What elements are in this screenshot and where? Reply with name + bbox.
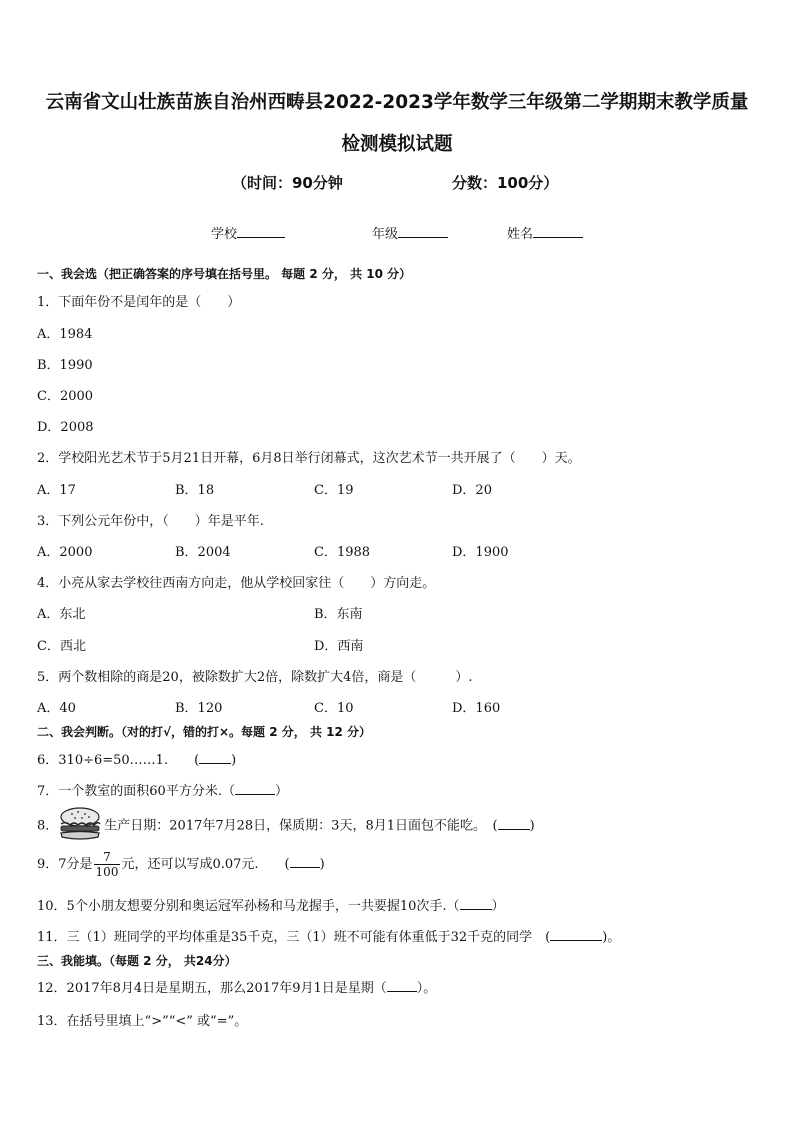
question-4: 4．小亮从家去学校往西南方向走，他从学校回家往（ ）方向走。 — [37, 576, 436, 591]
q8-answer-blank[interactable] — [498, 818, 530, 830]
q10-tail: ） — [491, 899, 505, 914]
q4-option-b[interactable]: B．东南 — [314, 607, 363, 622]
q9-tail: ) — [319, 857, 325, 872]
exam-score: 分数：100分） — [452, 174, 559, 192]
q2-option-a[interactable]: A．17 — [37, 483, 76, 498]
q10-answer-blank[interactable] — [460, 898, 492, 910]
q7-tail: ） — [274, 784, 288, 799]
q5-option-a[interactable]: A．40 — [37, 701, 76, 716]
question-13: 13．在括号里填上“>”“<” 或“=”。 — [37, 1014, 248, 1029]
question-8 — [37, 806, 535, 846]
question-2: 2．学校阳光艺术节于5月21日开幕，6月8日举行闭幕式，这次艺术节一共开展了（ ）天。 — [37, 451, 581, 466]
q1-option-c[interactable]: C．2000 — [37, 389, 94, 404]
q7-answer-blank[interactable] — [235, 783, 275, 795]
school-blank[interactable] — [237, 225, 285, 238]
question-10 — [37, 895, 505, 914]
q9-fraction-numerator: 7 — [94, 850, 121, 865]
q9-fraction-denominator: 100 — [95, 865, 119, 879]
q2-option-d[interactable]: D．20 — [452, 483, 492, 498]
q10-text: 10．5个小朋友想要分别和奥运冠军孙杨和马龙握手，一共要握10次手.（ — [37, 899, 460, 914]
section-1-heading: 一、我会选（把正确答案的序号填在括号里。 每题 2 分， 共 10 分） — [37, 267, 412, 281]
question-3: 3．下列公元年份中，（ ）年是平年. — [37, 514, 264, 529]
question-11 — [37, 926, 620, 945]
q1-option-b[interactable]: B．1990 — [37, 358, 93, 373]
q5-option-d[interactable]: D．160 — [452, 701, 501, 716]
q12-answer-blank[interactable] — [387, 980, 417, 992]
q11-tail: )。 — [602, 930, 621, 945]
q9-pre: 9．7分是 — [37, 857, 93, 872]
q4-option-d[interactable]: D．西南 — [314, 639, 364, 654]
q8-text: 生产日期：2017年7月28日，保质期：3天，8月1日面包不能吃。 ( — [104, 818, 498, 834]
grade-blank[interactable] — [398, 225, 448, 238]
question-12 — [37, 977, 436, 996]
grade-field[interactable] — [372, 223, 448, 242]
q2-option-b[interactable]: B．18 — [175, 483, 215, 498]
q3-option-a[interactable]: A．2000 — [37, 545, 93, 560]
title-line-1: 云南省文山壮族苗族自治州西畴县2022-2023学年数学三年级第二学期期末教学质量 — [45, 92, 749, 113]
q6-text: 6．310÷6=50……1. ( — [37, 753, 200, 768]
q9-post: 元，还可以写成0.07元. ( — [121, 857, 290, 872]
q9-fraction — [94, 850, 121, 879]
grade-label: 年级 — [372, 227, 399, 242]
q1-option-d[interactable]: D．2008 — [37, 420, 94, 435]
section-3-heading: 三、我能填。（每题 2 分， 共24分） — [37, 954, 237, 968]
q6-tail: ) — [231, 753, 237, 768]
q6-answer-blank[interactable] — [199, 752, 231, 764]
q2-option-c[interactable]: C．19 — [314, 483, 354, 498]
question-7 — [37, 780, 288, 799]
exam-time: （时间：90分钟 — [232, 174, 343, 192]
q11-text: 11．三（1）班同学的平均体重是35千克，三（1）班不可能有体重低于32千克的同学 ( — [37, 930, 551, 945]
q3-option-d[interactable]: D．1900 — [452, 545, 509, 560]
q12-tail: ）。 — [416, 981, 437, 996]
q5-option-c[interactable]: C．10 — [314, 701, 354, 716]
q4-option-c[interactable]: C．西北 — [37, 639, 86, 654]
question-9 — [37, 850, 325, 879]
title-line-2: 检测模拟试题 — [341, 134, 453, 155]
q8-tail: ) — [529, 818, 535, 834]
q5-option-b[interactable]: B．120 — [175, 701, 223, 716]
q12-text: 12．2017年8月4日是星期五，那么2017年9月1日是星期（ — [37, 981, 387, 996]
q1-option-a[interactable]: A．1984 — [37, 327, 93, 342]
q3-option-b[interactable]: B．2004 — [175, 545, 231, 560]
q4-option-a[interactable]: A．东北 — [37, 607, 86, 622]
name-field[interactable] — [507, 223, 583, 242]
name-blank[interactable] — [533, 225, 583, 238]
question-5: 5．两个数相除的商是20，被除数扩大2倍，除数扩大4倍，商是（ ）. — [37, 670, 473, 685]
q11-answer-blank[interactable] — [550, 929, 602, 941]
q8-number: 8． — [37, 818, 59, 834]
section-2-heading: 二、我会判断。（对的打√，错的打×。每题 2 分， 共 12 分） — [37, 725, 371, 739]
school-label: 学校 — [211, 227, 238, 242]
q7-text: 7．一个教室的面积60平方分米.（ — [37, 784, 235, 799]
q9-answer-blank[interactable] — [290, 856, 320, 868]
q3-option-c[interactable]: C．1988 — [314, 545, 371, 560]
question-6 — [37, 749, 236, 768]
name-label: 姓名 — [507, 227, 534, 242]
hamburger-icon — [58, 806, 102, 846]
school-field[interactable] — [211, 223, 285, 242]
question-1: 1．下面年份不是闰年的是（ ） — [37, 295, 241, 310]
